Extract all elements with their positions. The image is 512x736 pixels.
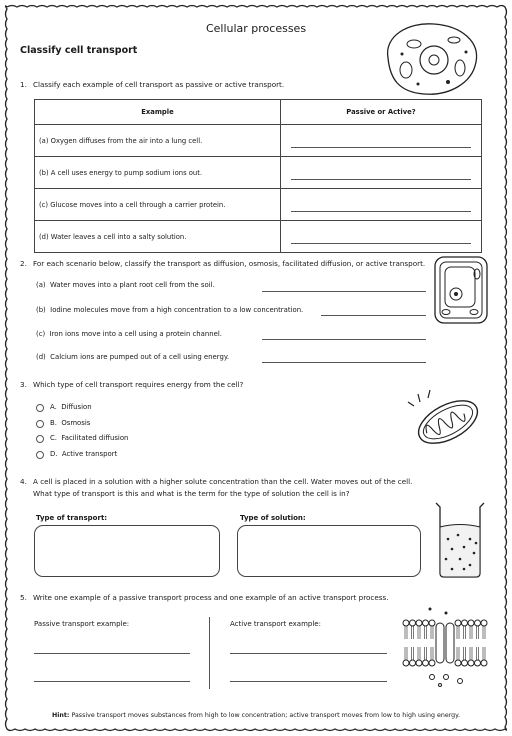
radio-button[interactable] (36, 435, 44, 443)
passive-answer-line-1[interactable] (34, 653, 190, 654)
row-example: (b) A cell uses energy to pump sodium ions out. (35, 157, 281, 189)
question-prompt: For each scenario below, classify the transport as diffusion, osmosis, facilitated diffusion, or active transport. (33, 259, 426, 268)
transport-table (34, 99, 482, 253)
answer-field[interactable] (281, 221, 482, 253)
option-b[interactable]: B. Osmosis (36, 419, 90, 427)
question-number: 1. (20, 80, 27, 89)
question-prompt: Classify each example of cell transport as passive or active transport. (33, 80, 285, 89)
active-example-label: Active transport example: (230, 620, 321, 628)
header-passive-active: Passive or Active? (281, 100, 482, 125)
radio-button[interactable] (36, 404, 44, 412)
q2-item-d: (d) Calcium ions are pumped out of a cell using energy. (36, 353, 230, 361)
question-prompt: Which type of cell transport requires energy from the cell? (33, 380, 244, 389)
type-of-solution-box[interactable] (237, 525, 421, 577)
cell-membrane-icon (400, 605, 490, 687)
radio-button[interactable] (36, 451, 44, 459)
table-row (35, 125, 482, 157)
question-number: 5. (20, 593, 27, 602)
table-row (35, 157, 482, 189)
question-number: 2. (20, 259, 27, 268)
active-answer-line-2[interactable] (230, 681, 387, 682)
q2-item-c: (c) Iron ions move into a cell using a protein channel. (36, 330, 222, 338)
row-example: (d) Water leaves a cell into a salty solution. (35, 221, 281, 253)
box-label-solution: Type of solution: (240, 514, 306, 522)
plant-cell-icon (432, 254, 490, 326)
animal-cell-icon (378, 18, 484, 100)
q2-item-b: (b) Iodine molecules move from a high concentration to a low concentration. (36, 306, 304, 314)
question-prompt: Write one example of a passive transport process and one example of an active transport process. (33, 593, 389, 602)
question-prompt: A cell is placed in a solution with a higher solute concentration than the cell. Water moves out of the cell. (33, 477, 413, 486)
mitochondrion-icon (404, 382, 484, 448)
option-d[interactable]: D. Active transport (36, 450, 117, 458)
section-title: Classify cell transport (20, 45, 138, 56)
answer-field[interactable] (281, 125, 482, 157)
row-example: (a) Oxygen diffuses from the air into a lung cell. (35, 125, 281, 157)
option-a[interactable]: A. Diffusion (36, 403, 92, 411)
active-answer-line-1[interactable] (230, 653, 387, 654)
answer-field[interactable] (281, 157, 482, 189)
table-row (35, 221, 482, 253)
table-row (35, 189, 482, 221)
page-title: Cellular processes (205, 22, 307, 35)
hint-text: Hint: Passive transport moves substances from high to low concentration; active transport moves from low to high using energy. (51, 712, 460, 719)
option-c[interactable]: C. Facilitated diffusion (36, 434, 128, 442)
question-prompt: What type of transport is this and what is the term for the type of solution the cell is in? (33, 489, 350, 498)
column-divider (209, 617, 210, 689)
answer-line[interactable] (321, 315, 426, 316)
radio-button[interactable] (36, 420, 44, 428)
type-of-transport-box[interactable] (34, 525, 220, 577)
header-example: Example (35, 100, 281, 125)
passive-example-label: Passive transport example: (34, 620, 130, 628)
beaker-icon (432, 499, 488, 581)
answer-line[interactable] (262, 362, 426, 363)
answer-line[interactable] (262, 339, 426, 340)
box-label-transport: Type of transport: (36, 514, 108, 522)
answer-field[interactable] (281, 189, 482, 221)
answer-line[interactable] (262, 291, 426, 292)
row-example: (c) Glucose moves into a cell through a carrier protein. (35, 189, 281, 221)
question-number: 3. (20, 380, 27, 389)
question-number: 4. (20, 477, 27, 486)
q2-item-a: (a) Water moves into a plant root cell from the soil. (36, 281, 215, 289)
passive-answer-line-2[interactable] (34, 681, 190, 682)
